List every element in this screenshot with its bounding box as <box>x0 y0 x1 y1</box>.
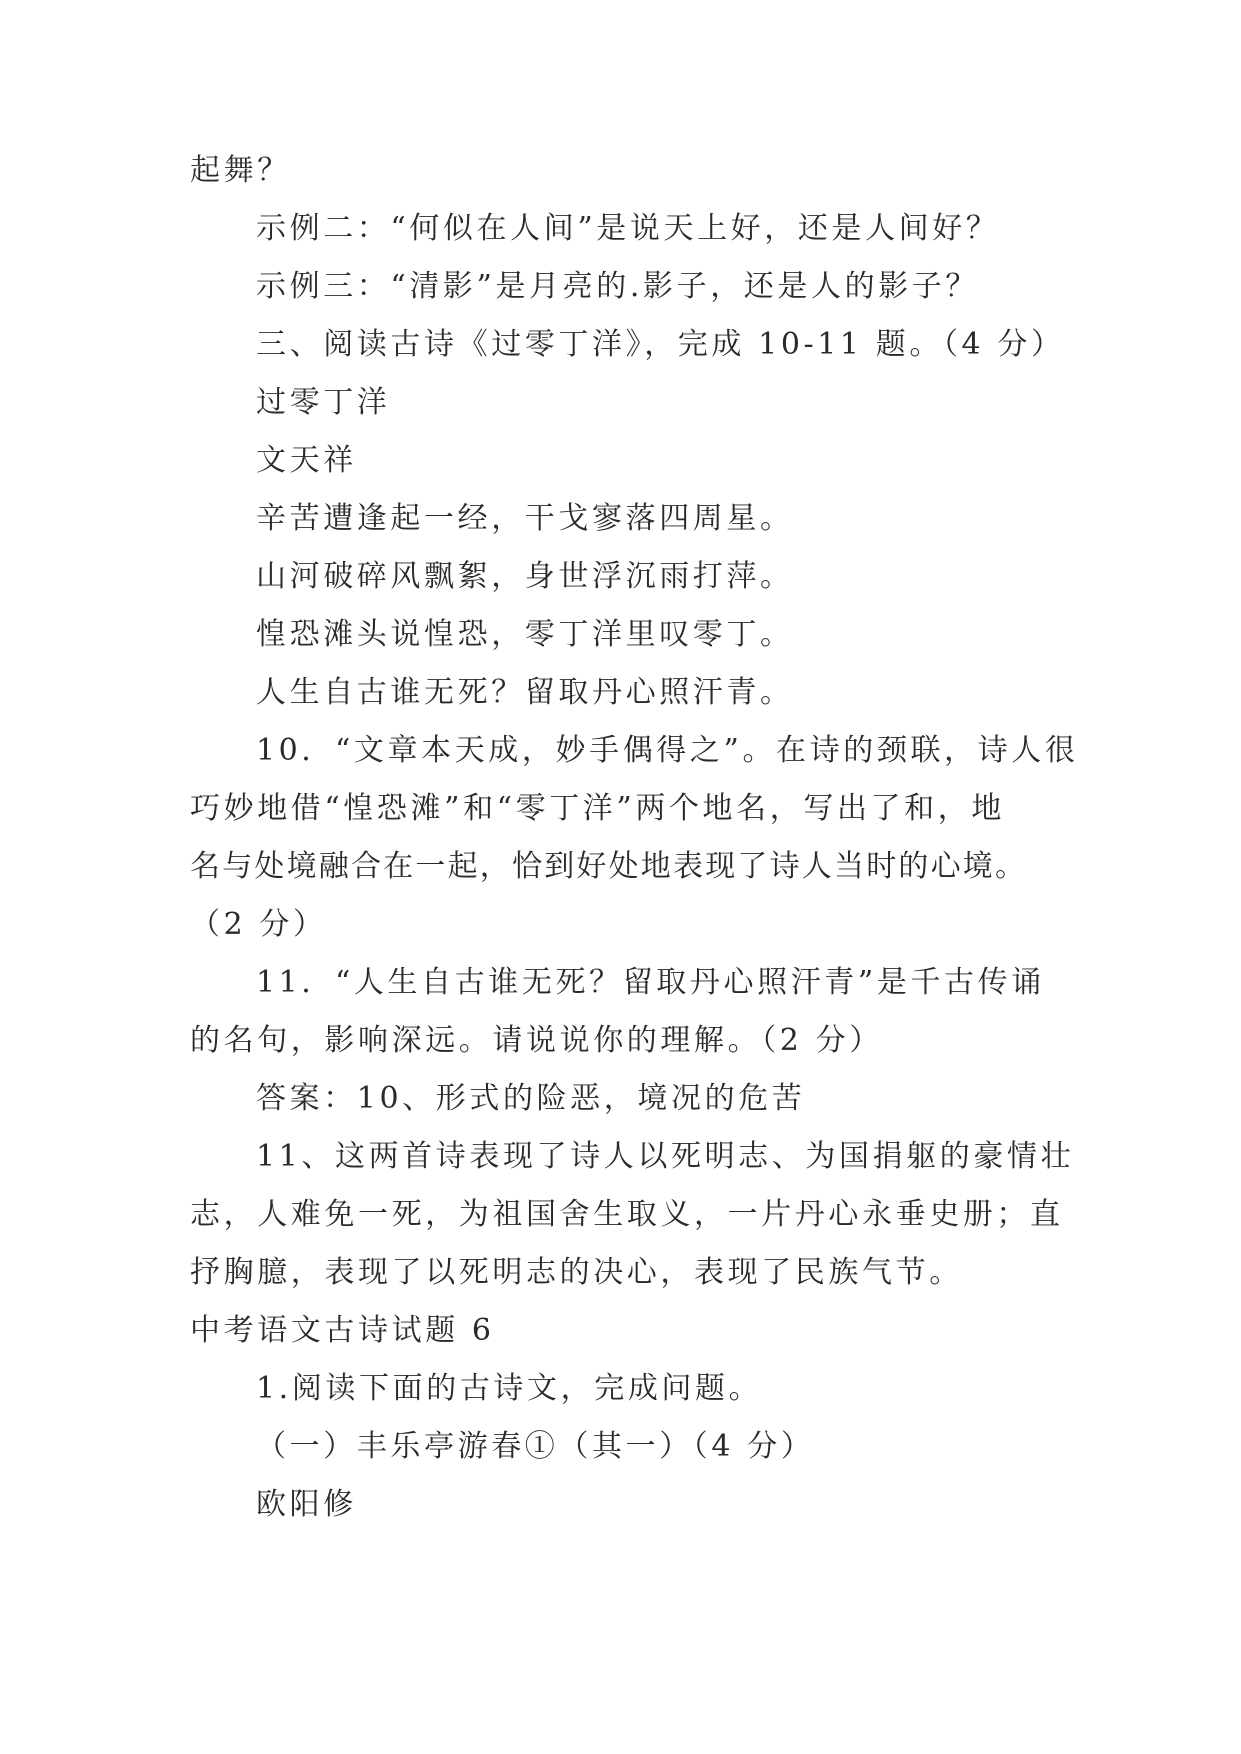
answer-line: 11、这两首诗表现了诗人以死明志、为国捐躯的豪情壮 <box>256 1139 1075 1174</box>
question-line: 的名句，影响深远。请说说你的理解。（2 分） <box>190 1023 883 1058</box>
paragraph-line: 示例三：“清影”是月亮的.影子，还是人的影子？ <box>256 269 980 304</box>
poem-line: 人生自古谁无死？留取丹心照汗青。 <box>256 675 794 710</box>
poem-line: 山河破碎风飘絮，身世浮沉雨打萍。 <box>256 559 794 594</box>
poem-title: （一）丰乐亭游春①（其一）（4 分） <box>256 1429 815 1464</box>
section-heading: 三、阅读古诗《过零丁洋》，完成 10-11 题。（4 分） <box>256 327 1065 362</box>
poem-line: 辛苦遭逢起一经，干戈寥落四周星。 <box>256 501 794 536</box>
question-line: 名与处境融合在一起，恰到好处地表现了诗人当时的心境。 <box>190 849 1028 884</box>
answer-line: 抒胸臆，表现了以死明志的决心，表现了民族气节。 <box>190 1255 963 1290</box>
question-line: 巧妙地借“惶恐滩”和“零丁洋”两个地名，写出了和，地 <box>190 791 1005 826</box>
question-line: 10．“文章本天成，妙手偶得之”。在诗的颈联，诗人很 <box>256 733 1079 768</box>
poem-author: 文天祥 <box>256 443 357 478</box>
paragraph-line: 起舞？ <box>190 153 291 188</box>
answer-line: 答案：10、形式的险恶，境况的危苦 <box>256 1081 806 1116</box>
poem-line: 惶恐滩头说惶恐，零丁洋里叹零丁。 <box>256 617 794 652</box>
poem-title: 过零丁洋 <box>256 385 391 420</box>
section-title: 中考语文古诗试题 6 <box>190 1313 495 1348</box>
poem-author: 欧阳修 <box>256 1487 357 1522</box>
question-score: （2 分） <box>190 907 327 942</box>
paragraph-line: 示例二：“何似在人间”是说天上好，还是人间好？ <box>256 211 1000 246</box>
instruction-line: 1.阅读下面的古诗文，完成问题。 <box>256 1371 763 1406</box>
answer-line: 志，人难免一死，为祖国舍生取义，一片丹心永垂史册；直 <box>190 1197 1064 1232</box>
question-line: 11．“人生自古谁无死？留取丹心照汗青”是千古传诵 <box>256 965 1045 1000</box>
